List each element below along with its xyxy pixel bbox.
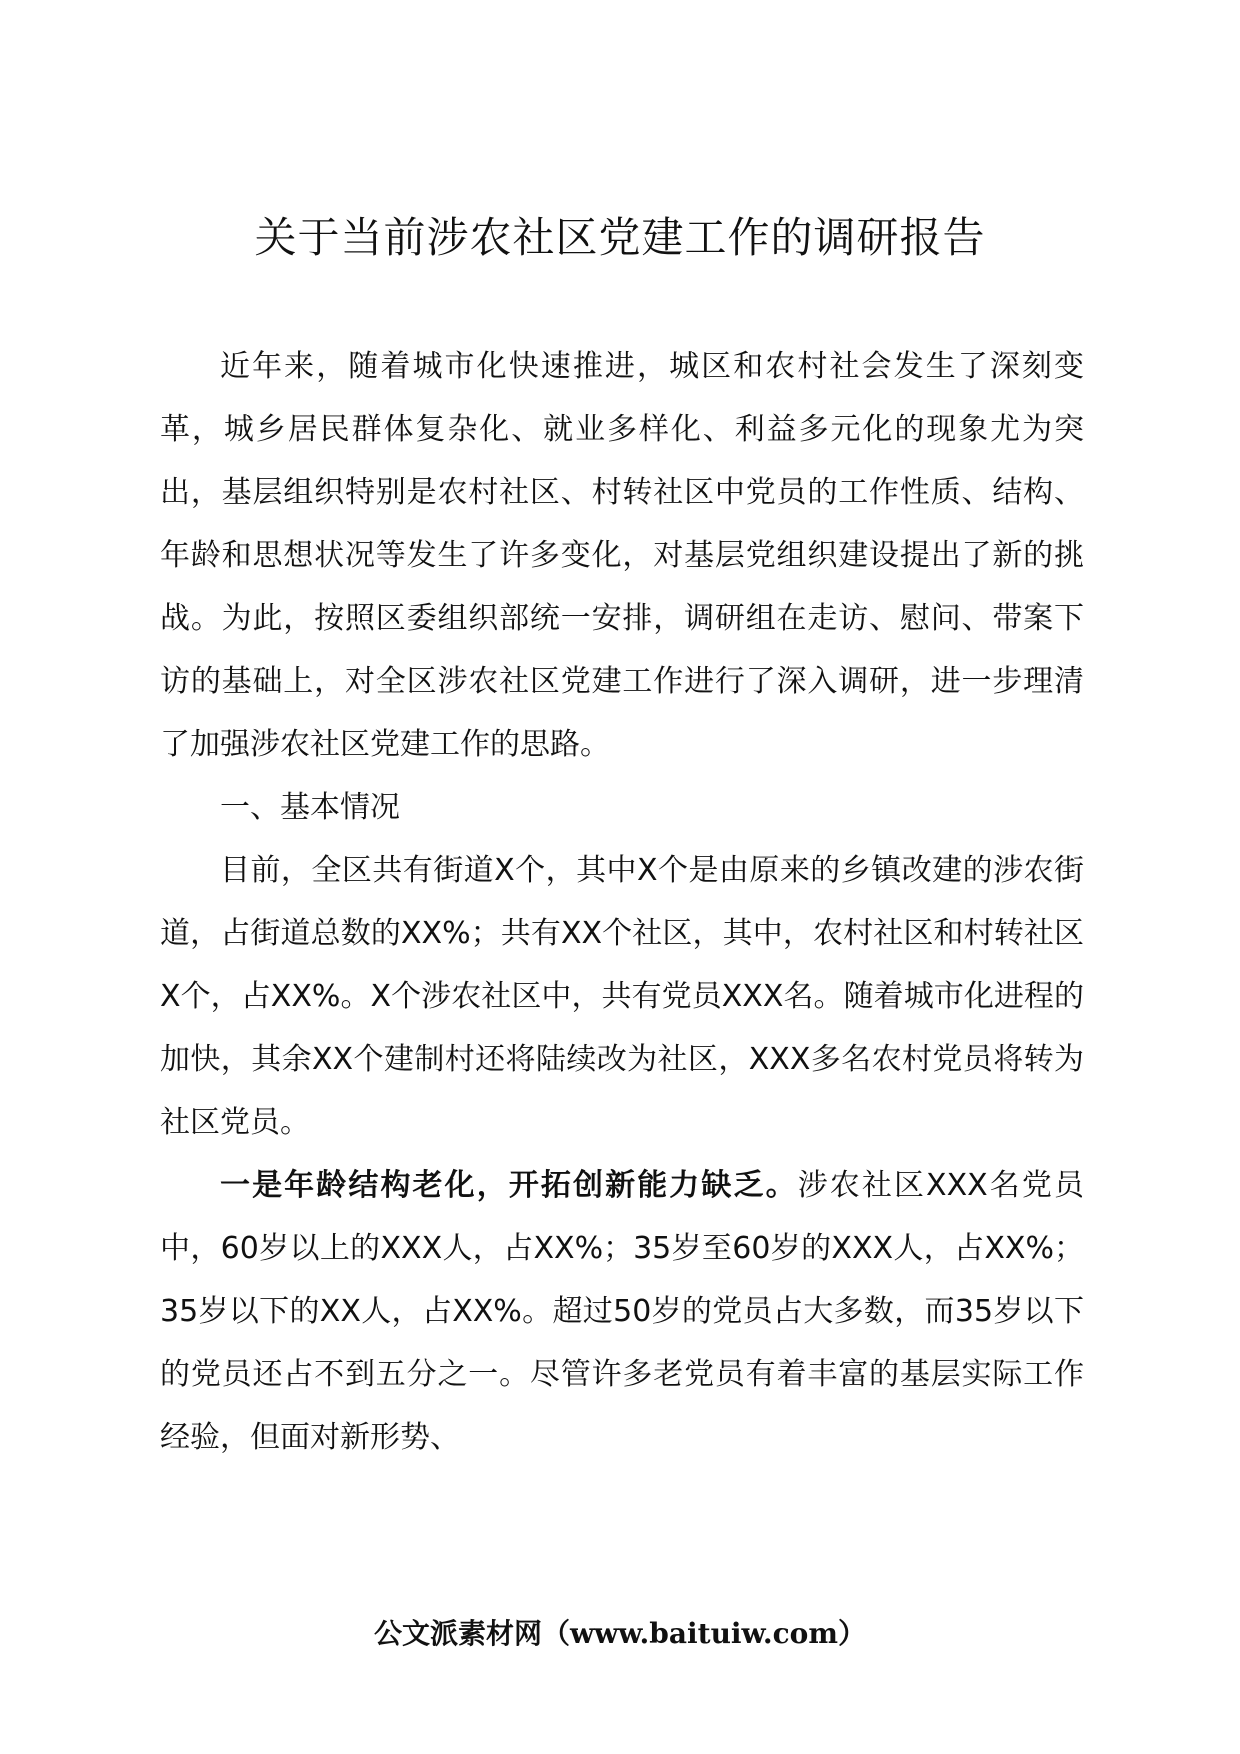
document-title: 关于当前涉农社区党建工作的调研报告	[254, 213, 986, 262]
section-heading-basic-situation: 一、基本情况	[220, 790, 400, 825]
footer-watermark: 公文派素材网（www.baituiw.com）	[374, 1617, 866, 1650]
document-body	[160, 335, 1084, 1469]
basic-situation-paragraph: 目前，全区共有街道X个，其中X个是由原来的乡镇改建的涉农街道，占街道总数的XX%；共有XX个社区，其中，农村社区和村转社区X个，占XX%。X个涉农社区中，共有党员XXX名。随着城市化进程的加快，其余XX个建制村还将陆续改为社区，XXX多名农村党员将转为社区党员。	[160, 853, 1084, 1140]
age-structure-paragraph	[160, 1154, 1084, 1469]
age-structure-lead: 一是年龄结构老化，开拓创新能力缺乏。	[220, 1168, 798, 1203]
intro-paragraph: 近年来，随着城市化快速推进，城区和农村社会发生了深刻变革，城乡居民群体复杂化、就业多样化、利益多元化的现象尤为突出，基层组织特别是农村社区、村转社区中党员的工作性质、结构、年龄和思想状况等发生了许多变化，对基层党组织建设提出了新的挑战。为此，按照区委组织部统一安排，调研组在走访、慰问、带案下访的基础上，对全区涉农社区党建工作进行了深入调研，进一步理清了加强涉农社区党建工作的思路。	[160, 349, 1084, 762]
age-structure-text: 涉农社区XXX名党员中，60岁以上的XXX人，占XX%；35岁至60岁的XXX人，占XX%；35岁以下的XX人，占XX%。超过50岁的党员占大多数，而35岁以下的党员还占不到五分之一。尽管许多老党员有着丰富的基层实际工作经验，但面对新形势、	[160, 1168, 1084, 1455]
